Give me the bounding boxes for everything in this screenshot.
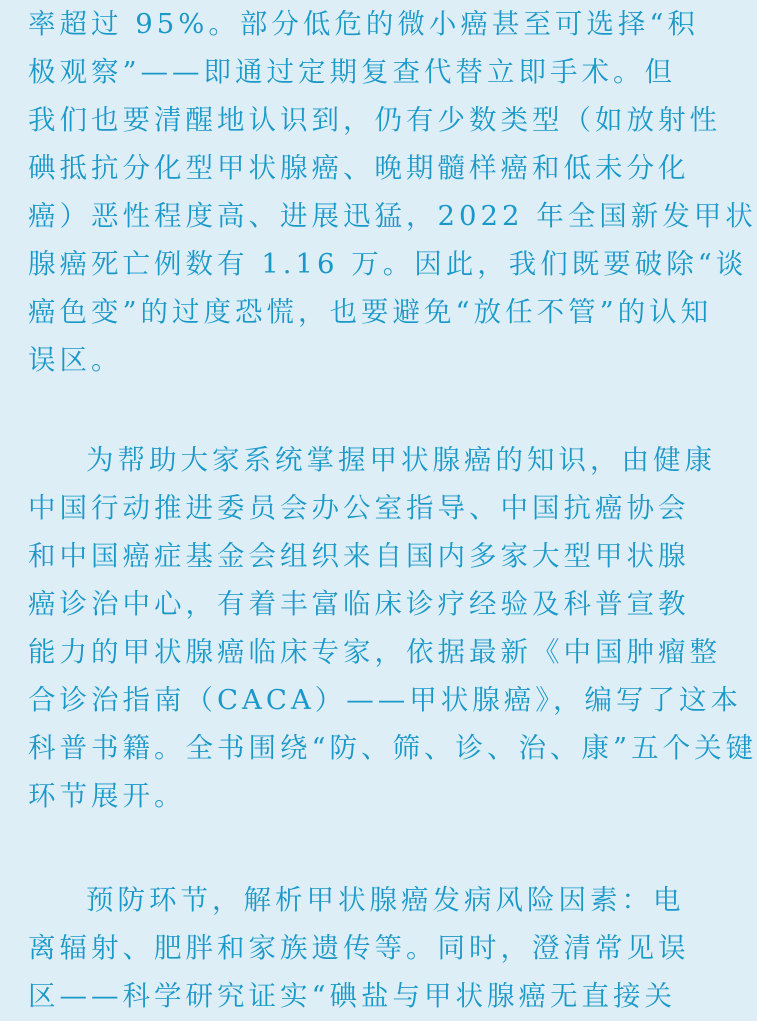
paragraph-1-line-7: 癌色变”的过度恐慌，也要避免“放任不管”的认知	[28, 296, 713, 328]
paragraph-2-line-2: 中国行动推进委员会办公室指导、中国抗癌协会	[28, 492, 690, 524]
paragraph-3-line-3: 区——科学研究证实“碘盐与甲状腺癌无直接关	[28, 980, 677, 1012]
paragraph-1-line-1: 率超过 95%。部分低危的微小癌甚至可选择“积	[28, 8, 699, 40]
paragraph-1-line-3: 我们也要清醒地认识到，仍有少数类型（如放射性	[28, 104, 721, 136]
paragraph-2-line-5: 能力的甲状腺癌临床专家，依据最新《中国肿瘤整	[28, 636, 721, 668]
paragraph-2-line-3: 和中国癌症基金会组织来自国内多家大型甲状腺	[28, 540, 690, 572]
paragraph-3-line-2: 离辐射、肥胖和家族遗传等。同时，澄清常见误	[28, 932, 690, 964]
paragraph-2-line-6: 合诊治指南（CACA）——甲状腺癌》，编写了这本	[28, 684, 743, 716]
paragraph-3-line-1: 预防环节，解析甲状腺癌发病风险因素：电	[86, 884, 685, 916]
paragraph-2-line-1: 为帮助大家系统掌握甲状腺癌的知识，由健康	[86, 444, 716, 476]
paragraph-1-line-5: 癌）恶性程度高、进展迅猛，2022 年全国新发甲状	[28, 200, 757, 232]
paragraph-2-line-8: 环节展开。	[28, 780, 186, 812]
paragraph-1-line-4: 碘抵抗分化型甲状腺癌、晚期髓样癌和低未分化	[28, 152, 690, 184]
paragraph-1-line-8: 误区。	[28, 344, 123, 376]
paragraph-2-line-4: 癌诊治中心，有着丰富临床诊疗经验及科普宣教	[28, 588, 690, 620]
paragraph-2-line-7: 科普书籍。全书围绕“防、筛、诊、治、康”五个关键	[28, 732, 757, 764]
paragraph-1-line-2: 极观察”——即通过定期复查代替立即手术。但	[28, 56, 677, 88]
paragraph-1-line-6: 腺癌死亡例数有 1.16 万。因此，我们既要破除“谈	[28, 248, 748, 280]
